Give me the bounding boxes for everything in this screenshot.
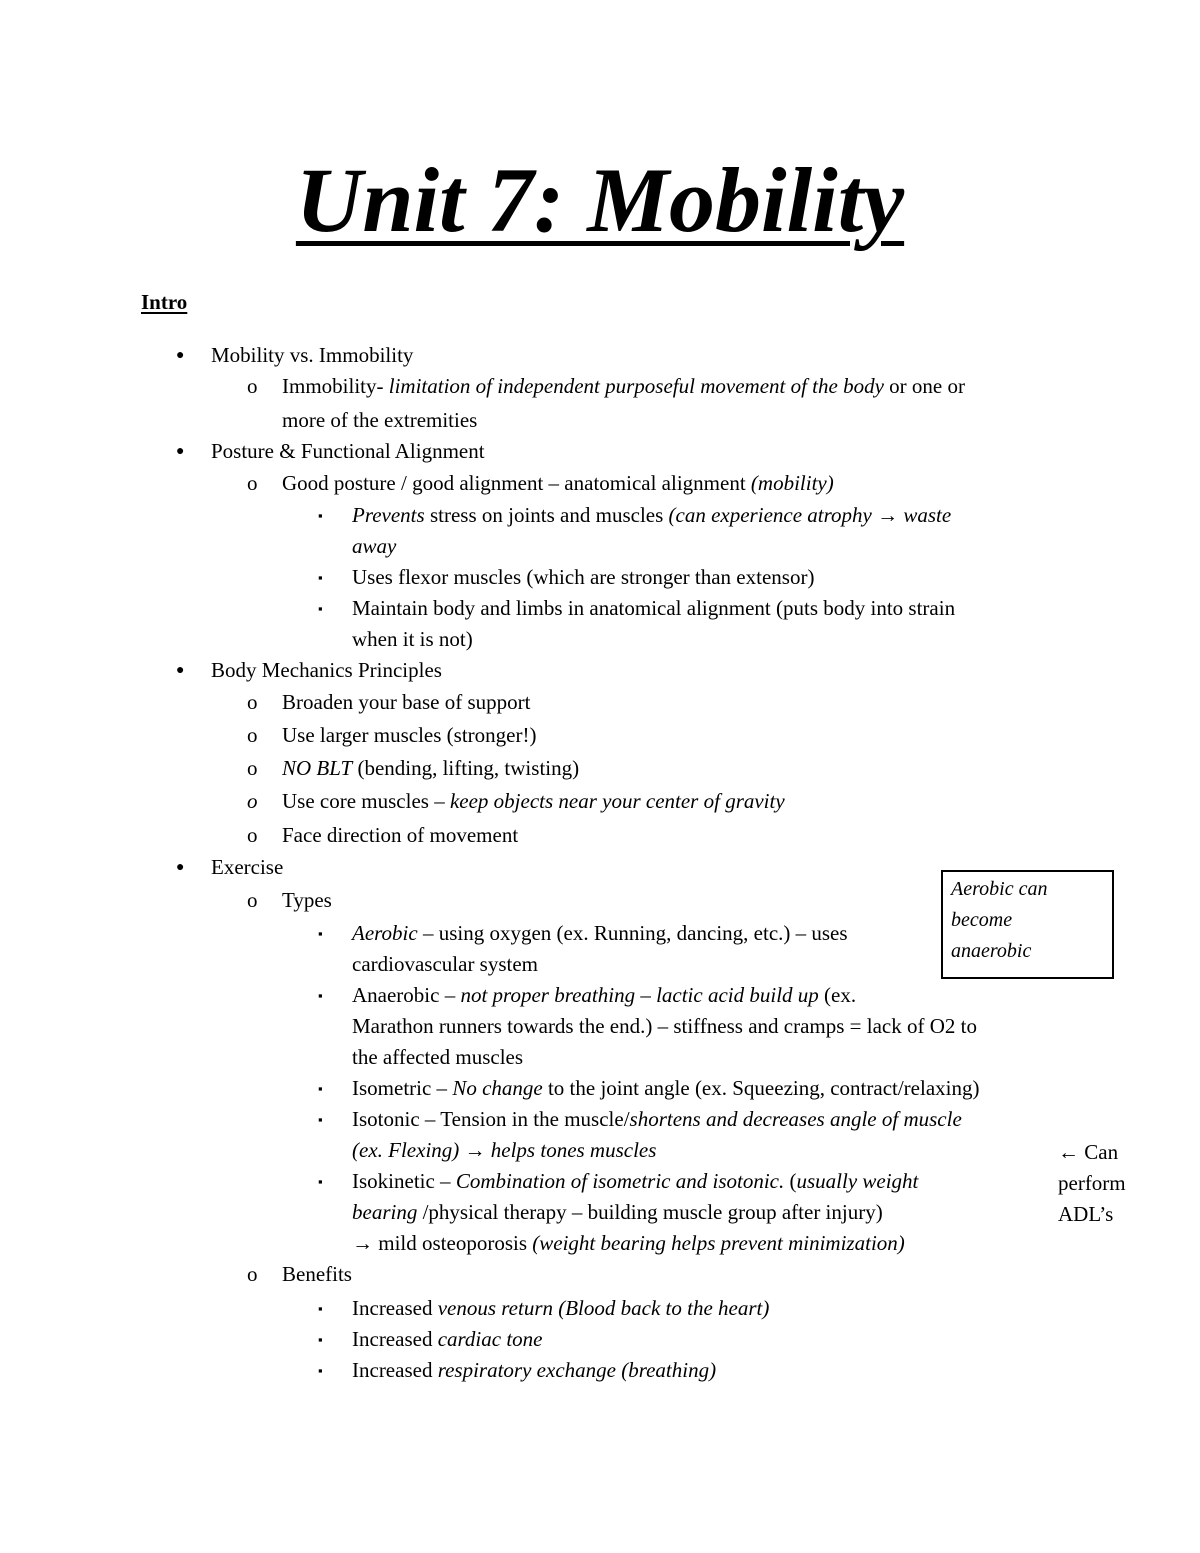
- list-item: Maintain body and limbs in anatomical alignment (puts body into strain: [352, 596, 956, 620]
- list-item: Isokinetic – Combination of isometric and isotonic. (usually weight: [352, 1169, 919, 1193]
- note-line: ← Can: [1058, 1140, 1119, 1164]
- list-item: Increased venous return (Blood back to the heart): [352, 1296, 770, 1320]
- list-item: Benefits: [282, 1262, 352, 1286]
- side-note: [1058, 1137, 1126, 1230]
- square-bullet: ▪: [318, 926, 323, 941]
- note-line: Aerobic can: [951, 878, 1048, 900]
- list-item-continuation: away: [352, 534, 397, 558]
- note-line: ADL’s: [1058, 1202, 1114, 1226]
- square-bullet: ▪: [318, 601, 323, 616]
- list-item: Isotonic – Tension in the muscle/shortens and decreases angle of muscle: [352, 1107, 962, 1131]
- list-item: Body Mechanics Principles: [211, 658, 442, 682]
- square-bullet: ▪: [318, 1112, 323, 1127]
- note-line: perform: [1058, 1171, 1126, 1195]
- section-heading-intro: Intro: [141, 290, 188, 314]
- circle-bullet: o: [247, 690, 258, 714]
- list-item-continuation: when it is not): [352, 627, 473, 651]
- square-bullet: ▪: [318, 1081, 323, 1096]
- list-item: Increased cardiac tone: [352, 1327, 543, 1351]
- list-item: Isometric – No change to the joint angle (ex. Squeezing, contract/relaxing): [352, 1076, 980, 1100]
- disc-bullet: ●: [176, 444, 185, 459]
- list-item: Uses flexor muscles (which are stronger than extensor): [352, 565, 815, 589]
- list-item: Face direction of movement: [282, 823, 519, 847]
- circle-bullet: o: [247, 756, 258, 780]
- list-item: Immobility- limitation of independent purposeful movement of the body or one or: [282, 374, 965, 398]
- aerobic-note-box: [941, 870, 1114, 979]
- list-item: Posture & Functional Alignment: [211, 439, 485, 463]
- disc-bullet: ●: [176, 348, 185, 363]
- circle-bullet: o: [247, 723, 258, 747]
- arrow-right-icon: →: [352, 1231, 373, 1255]
- square-bullet: ▪: [318, 1363, 323, 1378]
- square-bullet: ▪: [318, 508, 323, 523]
- disc-bullet: ●: [176, 860, 185, 875]
- page-title: Unit 7: Mobility: [295, 149, 905, 251]
- circle-bullet: o: [247, 1262, 258, 1286]
- list-item-continuation: (ex. Flexing) → helps tones muscles: [352, 1138, 657, 1162]
- circle-bullet: o: [247, 823, 258, 847]
- list-item: Mobility vs. Immobility: [211, 343, 414, 367]
- square-bullet: ▪: [318, 1301, 323, 1316]
- note-line: anaerobic: [951, 940, 1032, 962]
- list-item-continuation: bearing /physical therapy – building muscle group after injury): [352, 1200, 883, 1224]
- list-item: Exercise: [211, 855, 284, 879]
- circle-bullet: o: [247, 888, 258, 912]
- circle-bullet: o: [247, 789, 258, 813]
- arrow-right-icon: →: [877, 503, 899, 527]
- list-item: Types: [282, 888, 332, 912]
- square-bullet: ▪: [318, 1174, 323, 1189]
- square-bullet: ▪: [318, 988, 323, 1003]
- list-item: Prevents stress on joints and muscles (can experience atrophy → waste: [352, 503, 952, 527]
- square-bullet: ▪: [318, 570, 323, 585]
- list-item-continuation: → mild osteoporosis (weight bearing helps prevent minimization): [352, 1231, 905, 1255]
- list-item: Use core muscles – keep objects near your center of gravity: [282, 789, 785, 813]
- list-item: Broaden your base of support: [282, 690, 531, 714]
- circle-bullet: o: [247, 471, 258, 495]
- list-item: Aerobic – using oxygen (ex. Running, dancing, etc.) – uses: [352, 921, 848, 945]
- list-item-continuation: the affected muscles: [352, 1045, 524, 1069]
- list-item-continuation: Marathon runners towards the end.) – stiffness and cramps = lack of O2 to: [352, 1014, 977, 1038]
- list-item: Anaerobic – not proper breathing – lactic acid build up (ex.: [352, 983, 857, 1007]
- list-item-continuation: more of the extremities: [282, 408, 478, 432]
- list-item: Increased respiratory exchange (breathing): [352, 1358, 717, 1382]
- list-item-continuation: cardiovascular system: [352, 952, 539, 976]
- list-item: Use larger muscles (stronger!): [282, 723, 537, 747]
- list-item: Good posture / good alignment – anatomical alignment (mobility): [282, 471, 834, 495]
- circle-bullet: o: [247, 374, 258, 398]
- list-item: NO BLT (bending, lifting, twisting): [282, 756, 580, 780]
- square-bullet: ▪: [318, 1332, 323, 1347]
- note-line: become: [951, 909, 1013, 931]
- disc-bullet: ●: [176, 663, 185, 678]
- arrow-right-icon: →: [464, 1138, 486, 1162]
